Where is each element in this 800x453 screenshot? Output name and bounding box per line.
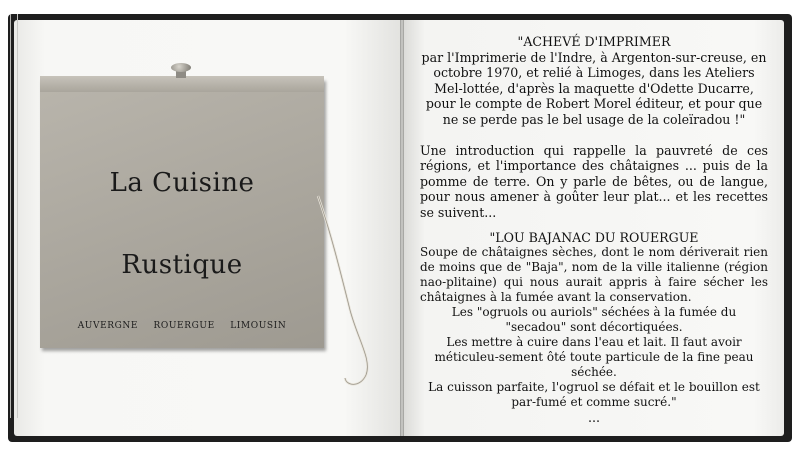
colophon-body: par l'Imprimerie de l'Indre, à Argenton-sur-creuse, en octobre 1970, et relié à Limoges, dans les Ateliers Mel-lottée, d'après la maquette d'Odette Ducarre, pour le compte de Robert Morel éditeur, et pour que ne se perde pas le bel usage de la coleïradou !" [421,49,767,127]
recipe-heading: "LOU BAJANAC DU ROUERGUE [489,229,699,245]
cover-title-line1: La Cuisine [109,168,255,198]
recipe-ellipsis: ... [587,410,600,426]
right-page-text [420,34,768,426]
recipe-paragraph-4: La cuisson parfaite, l'ogruol se défait et le bouillon est par-fumé et comme sucré." [428,380,760,410]
cover-regions: AUVERGNE ROUERGUE LIMOUSIN [77,321,287,331]
cover-title-line2: Rustique [121,250,243,280]
recipe-paragraph-1: Soupe de châtaignes sèches, dont le nom dériverait rien de moins que de "Baja", nom de la ville italienne (région nao-plitaine) qui nous aurait appris à faire sécher les châtaignes à la fumée avant la conservation. [420,245,768,305]
colophon-heading: "ACHEVÉ D'IMPRIMER [517,34,671,49]
recipe-paragraph-3: Les mettre à cuire dans l'eau et lait. Il faut avoir méticuleu-sement ôté toute particule de la fine peau séchée. [434,335,754,380]
intro-paragraph: Une introduction qui rappelle la pauvreté de ces régions, et l'importance des châtaignes ... puis de la pomme de terre. On y parle de bêtes, ou de langue, pour nous amener à goûter leur plat... et les recettes se suivent... [420,142,768,220]
recipe-paragraph-2: Les "ogruols ou auriols" séchées à la fumée du "secadou" sont décortiquées. [451,305,737,335]
